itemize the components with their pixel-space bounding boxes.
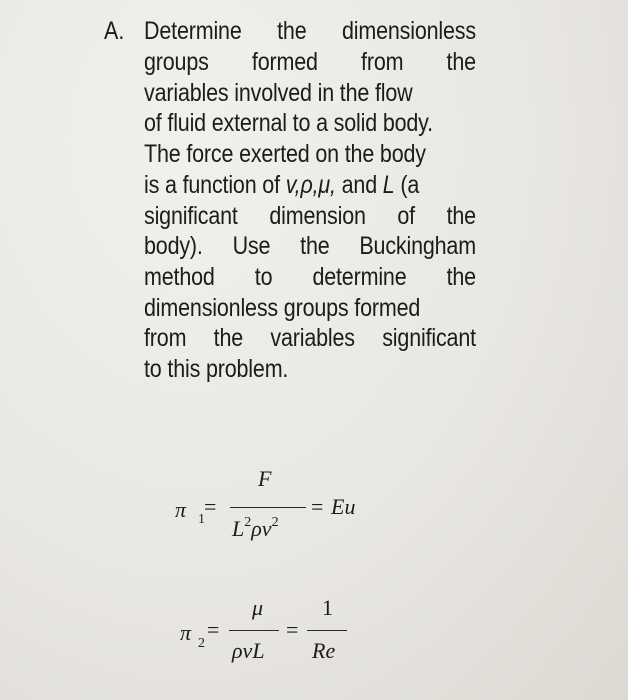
euler-number: Eu bbox=[331, 494, 356, 519]
word: significant bbox=[382, 324, 476, 352]
fraction-bar-2 bbox=[307, 630, 347, 631]
word: the bbox=[446, 263, 476, 291]
word: Determine bbox=[144, 17, 242, 45]
numerator-one: 1 bbox=[322, 595, 333, 620]
word: of bbox=[397, 202, 415, 230]
equals-sign-2: = bbox=[286, 617, 299, 642]
line-text: is a function of bbox=[144, 171, 286, 199]
word: Use bbox=[232, 232, 271, 260]
question-line-5 bbox=[144, 139, 426, 169]
variable-L: L bbox=[382, 171, 395, 199]
question-line-6 bbox=[144, 170, 419, 200]
pi-symbol: π bbox=[175, 497, 187, 522]
word: from bbox=[144, 324, 187, 352]
equals-sign: = bbox=[204, 494, 217, 519]
line-text: (a bbox=[394, 171, 420, 199]
line-text: of fluid external to a solid body. bbox=[144, 109, 433, 137]
word: from bbox=[361, 48, 404, 76]
variables-list: v,ρ,μ, bbox=[285, 171, 336, 199]
pi-symbol: π bbox=[180, 620, 192, 645]
word: the bbox=[213, 324, 244, 352]
line-text: variables involved in the flow bbox=[144, 79, 413, 107]
word: the bbox=[446, 48, 476, 76]
numerator-mu: μ bbox=[252, 595, 264, 620]
question-line-9 bbox=[144, 262, 476, 292]
pi-subscript: 2 bbox=[198, 636, 205, 651]
word: determine bbox=[312, 263, 407, 291]
question-line-7 bbox=[144, 201, 476, 231]
denominator-rho-v: ρv bbox=[251, 516, 272, 541]
word: method bbox=[144, 263, 215, 291]
word: variables bbox=[270, 324, 355, 352]
reynolds-number: Re bbox=[312, 638, 336, 663]
line-text: to this problem. bbox=[144, 355, 289, 383]
word: Buckingham bbox=[359, 232, 476, 260]
word: significant bbox=[144, 202, 238, 230]
fraction-bar bbox=[229, 630, 279, 631]
question-line-1 bbox=[144, 16, 476, 46]
fraction-bar bbox=[230, 507, 306, 508]
word: the bbox=[277, 17, 307, 45]
question-line-3 bbox=[144, 78, 413, 108]
denominator bbox=[232, 516, 279, 542]
word: groups bbox=[144, 48, 209, 76]
question-line-8 bbox=[144, 231, 476, 261]
word: the bbox=[300, 232, 330, 260]
exponent: 2 bbox=[244, 515, 252, 530]
word: formed bbox=[251, 48, 318, 76]
question-label: A. bbox=[104, 17, 125, 45]
line-text: The force exerted on the body bbox=[144, 140, 426, 168]
pi-subscript: 1 bbox=[198, 512, 205, 527]
line-text: dimensionless groups formed bbox=[144, 294, 421, 322]
denominator-L: L bbox=[232, 516, 245, 541]
word: dimension bbox=[269, 202, 366, 230]
numerator-force: F bbox=[258, 466, 272, 491]
equals-sign-2: = bbox=[311, 494, 324, 519]
word: to bbox=[254, 263, 273, 291]
equals-sign: = bbox=[207, 617, 220, 642]
question-line-11 bbox=[144, 323, 476, 353]
word: body). bbox=[144, 232, 203, 260]
question-line-2 bbox=[144, 47, 476, 77]
question-line-10 bbox=[144, 293, 420, 323]
denominator-rho-v-L: ρvL bbox=[232, 638, 265, 663]
question-line-12 bbox=[144, 354, 288, 384]
word: the bbox=[446, 202, 476, 230]
word: dimensionless bbox=[341, 17, 476, 45]
question-line-4 bbox=[144, 108, 433, 138]
line-text: and bbox=[335, 171, 383, 199]
exponent: 2 bbox=[271, 515, 279, 530]
